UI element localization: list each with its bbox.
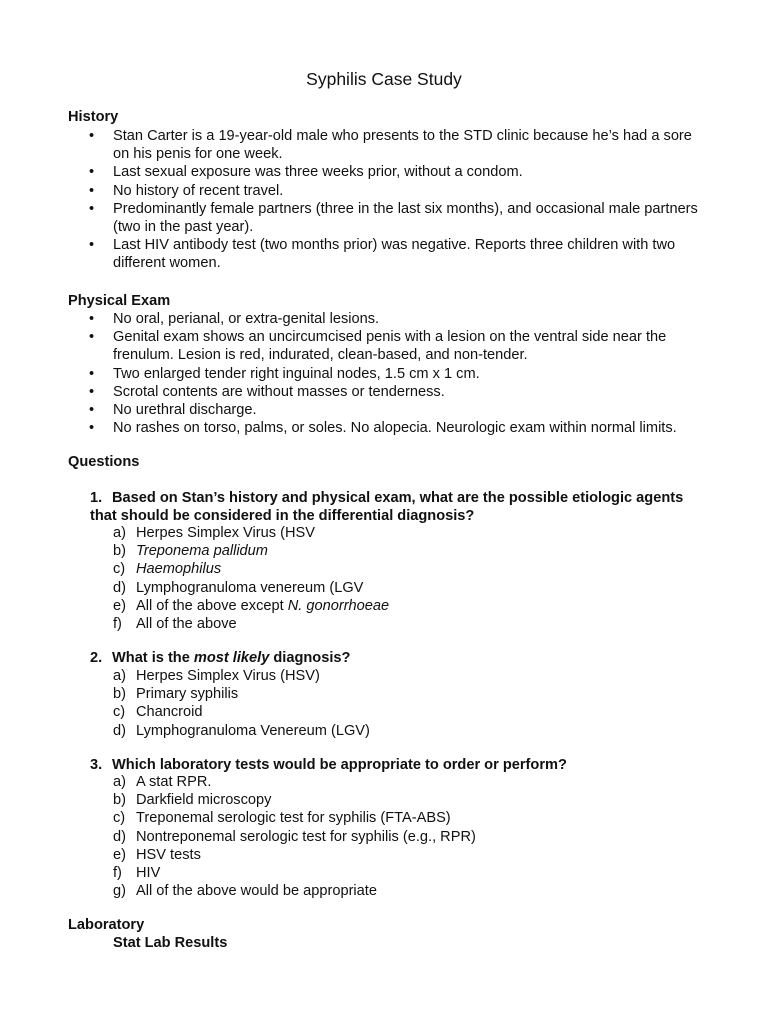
question-text: Based on Stan’s history and physical exam, what are the possible etiologic agents that should be considered in the differential diagnosis? [90, 490, 684, 525]
question-3 [90, 756, 710, 774]
question-2: 2. What is the most likely diagnosis? [90, 650, 351, 666]
physical-exam-list [68, 310, 708, 437]
list-item: • No history of recent travel. [68, 182, 708, 200]
document-title: Syphilis Case Study [306, 69, 462, 89]
option-item: b) Primary syphilis [113, 686, 239, 703]
list-item: • No rashes on torso, palms, or soles. No alopecia. Neurologic exam within normal limits. [68, 419, 708, 437]
questions-heading: Questions [68, 454, 140, 470]
list-item: • Scrotal contents are without masses or tenderness. [68, 383, 708, 401]
option-item: d) Lymphogranuloma Venereum (LGV) [113, 722, 370, 739]
history-heading: History [68, 109, 119, 125]
question-text: Which laboratory tests would be appropriate to order or perform? [112, 757, 567, 773]
question-2-options [113, 667, 370, 740]
question-1 [90, 489, 710, 525]
option-item: b) Darkfield microscopy [113, 792, 272, 809]
list-item: • Stan Carter is a 19-year-old male who presents to the STD clinic because he’s had a sore on his penis for one week. [68, 127, 708, 163]
option-item: a) Herpes Simplex Virus (HSV) [113, 668, 320, 684]
list-item: • Two enlarged tender right inguinal nodes, 1.5 cm x 1 cm. [68, 365, 708, 383]
physical-exam-heading: Physical Exam [68, 293, 171, 309]
stat-lab-results-heading: Stat Lab Results [113, 935, 228, 951]
option-item: f) HIV [113, 865, 161, 882]
list-item: • No urethral discharge. [68, 401, 708, 419]
option-item: a) Herpes Simplex Virus (HSV [113, 525, 315, 541]
list-item: • Last HIV antibody test (two months prior) was negative. Reports three children with two different women. [68, 236, 708, 272]
laboratory-heading: Laboratory [68, 917, 145, 933]
question-number: 1. [90, 490, 103, 506]
list-item: • Predominantly female partners (three in the last six months), and occasional male partners (two in the past year). [68, 200, 708, 236]
option-item: c) Haemophilus [113, 561, 222, 578]
option-item: e) HSV tests [113, 846, 201, 863]
option-item: e) All of the above except N. gonorrhoeae [113, 597, 390, 614]
list-item: • Genital exam shows an uncircumcised penis with a lesion on the ventral side near the frenulum. Lesion is red, indurated, clean-based, and non-tender. [68, 328, 708, 364]
option-item: c) Chancroid [113, 704, 203, 721]
question-3-options [113, 773, 476, 900]
option-item: d) Lymphogranuloma venereum (LGV [113, 579, 364, 596]
question-1-options [113, 524, 389, 633]
list-item: • No oral, perianal, or extra-genital lesions. [68, 310, 708, 328]
option-item: a) A stat RPR. [113, 774, 212, 790]
option-item: f) All of the above [113, 616, 237, 633]
question-number: 3. [90, 757, 103, 773]
question-emphasis: most likely [193, 650, 270, 666]
option-item: b) Treponema pallidum [113, 543, 268, 560]
option-item: g) All of the above would be appropriate [113, 883, 377, 900]
option-item: c) Treponemal serologic test for syphilis (FTA-ABS) [113, 810, 451, 827]
list-item: • Last sexual exposure was three weeks prior, without a condom. [68, 163, 708, 181]
history-list [68, 127, 708, 273]
question-number: 2. [90, 650, 103, 666]
option-item: d) Nontreponemal serologic test for syphilis (e.g., RPR) [113, 828, 476, 845]
